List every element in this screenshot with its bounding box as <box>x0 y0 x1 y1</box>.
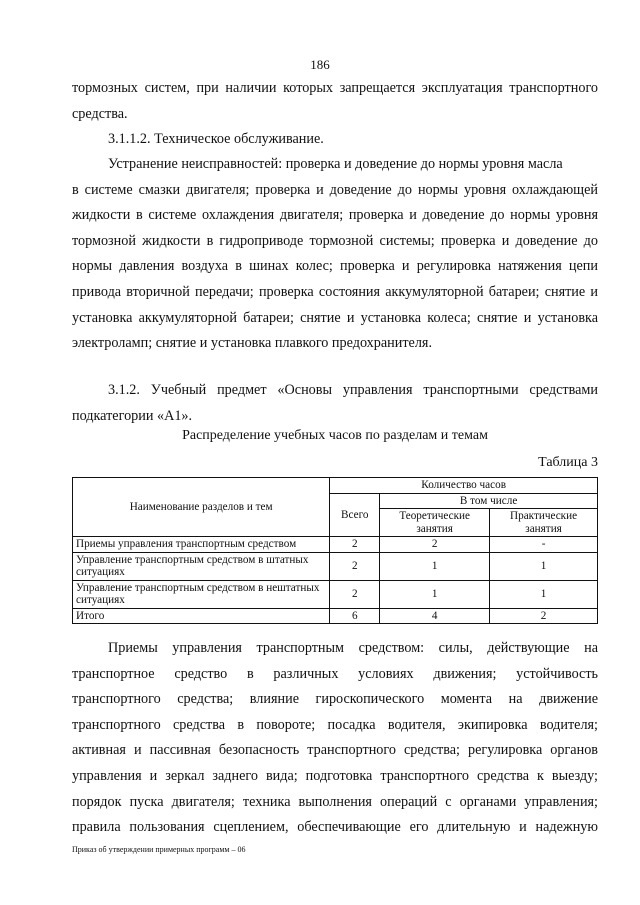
text-line: активная и пассивная безопасность транспортного средства; регулировка органов <box>72 742 598 759</box>
text-line: порядок пуска двигателя; техника выполнения операций с органами управления; <box>72 793 598 810</box>
text-line: правила пользования сцеплением, обеспечивающие его длительную и надежную <box>72 819 598 836</box>
row-practice: 1 <box>490 580 598 608</box>
row-name: Управление транспортным средством в нештатных ситуациях <box>73 580 330 608</box>
row-total: 2 <box>330 580 380 608</box>
row-name: Итого <box>73 608 330 624</box>
table-header-row <box>73 478 598 494</box>
footer-note: Приказ об утверждении примерных программ – 06 <box>72 845 246 854</box>
text-line: тормозных систем, при наличии которых запрещается эксплуатация транспортного <box>72 80 598 96</box>
table-row <box>73 580 598 608</box>
row-total: 6 <box>330 608 380 624</box>
header-including: В том числе <box>380 493 598 509</box>
text-line: транспортного средства в повороте; посадка водителя, экипировка водителя; <box>72 716 598 733</box>
table-row <box>73 537 598 553</box>
text-line: 3.1.1.2. Техническое обслуживание. <box>108 131 324 147</box>
text-line: подкатегории «А1». <box>72 407 193 424</box>
row-practice: 1 <box>490 552 598 580</box>
row-theory: 2 <box>380 537 490 553</box>
section-heading-subject <box>72 378 598 429</box>
table-row <box>73 552 598 580</box>
table-total-row <box>73 608 598 624</box>
row-practice: 2 <box>490 608 598 624</box>
text-line: 3.1.2. Учебный предмет «Основы управления транспортными средствами <box>108 382 598 398</box>
paragraph-troubleshooting <box>72 152 598 357</box>
text-line: жидкости в системе охлаждения двигателя; проверка и доведение до нормы уровня <box>72 207 598 224</box>
row-theory: 1 <box>380 552 490 580</box>
text-line: электроламп; снятие и установка плавкого предохранителя. <box>72 335 432 352</box>
row-name: Управление транспортным средством в штатных ситуациях <box>73 552 330 580</box>
text-line: управления и зеркал заднего вида; подготовка транспортного средства к выезду; <box>72 767 598 784</box>
section-heading-maintenance <box>72 127 598 153</box>
row-name: Приемы управления транспортным средством <box>73 537 330 553</box>
hours-table <box>72 477 598 624</box>
text-line: Приемы управления транспортным средством: силы, действующие на <box>108 640 598 656</box>
row-total: 2 <box>330 537 380 553</box>
row-practice: - <box>490 537 598 553</box>
row-theory: 4 <box>380 608 490 624</box>
header-practice: Практические занятия <box>490 509 598 537</box>
table-caption: Распределение учебных часов по разделам и темам <box>182 428 488 443</box>
header-total: Всего <box>330 493 380 537</box>
header-hours: Количество часов <box>330 478 598 494</box>
text-line: транспортного средства; влияние гироскопического момента на движение <box>72 691 598 708</box>
page-number: 186 <box>310 57 330 72</box>
text-line: Устранение неисправностей: проверка и доведение до нормы уровня масла <box>108 156 563 172</box>
text-line: тормозной жидкости в гидроприводе тормозной системы; проверка и доведение до <box>72 232 598 249</box>
paragraph-continuation <box>72 76 598 127</box>
row-theory: 1 <box>380 580 490 608</box>
table-label: Таблица 3 <box>538 455 598 470</box>
text-line: средства. <box>72 105 128 122</box>
text-line: установка аккумуляторной батареи; снятие и установка колеса; снятие и установка <box>72 309 598 326</box>
text-line: в системе смазки двигателя; проверка и доведение до нормы уровня охлаждающей <box>72 181 598 198</box>
text-line: привода вторичной передачи; проверка состояния аккумуляторной батареи; снятие и <box>72 283 598 300</box>
text-line: транспортное средство в различных условиях движения; устойчивость <box>72 665 598 682</box>
row-total: 2 <box>330 552 380 580</box>
header-name: Наименование разделов и тем <box>73 478 330 537</box>
text-line: нормы давления воздуха в шинах колес; проверка и регулировка натяжения цепи <box>72 258 598 275</box>
header-theory: Теоретические занятия <box>380 509 490 537</box>
paragraph-control-techniques <box>72 636 598 841</box>
